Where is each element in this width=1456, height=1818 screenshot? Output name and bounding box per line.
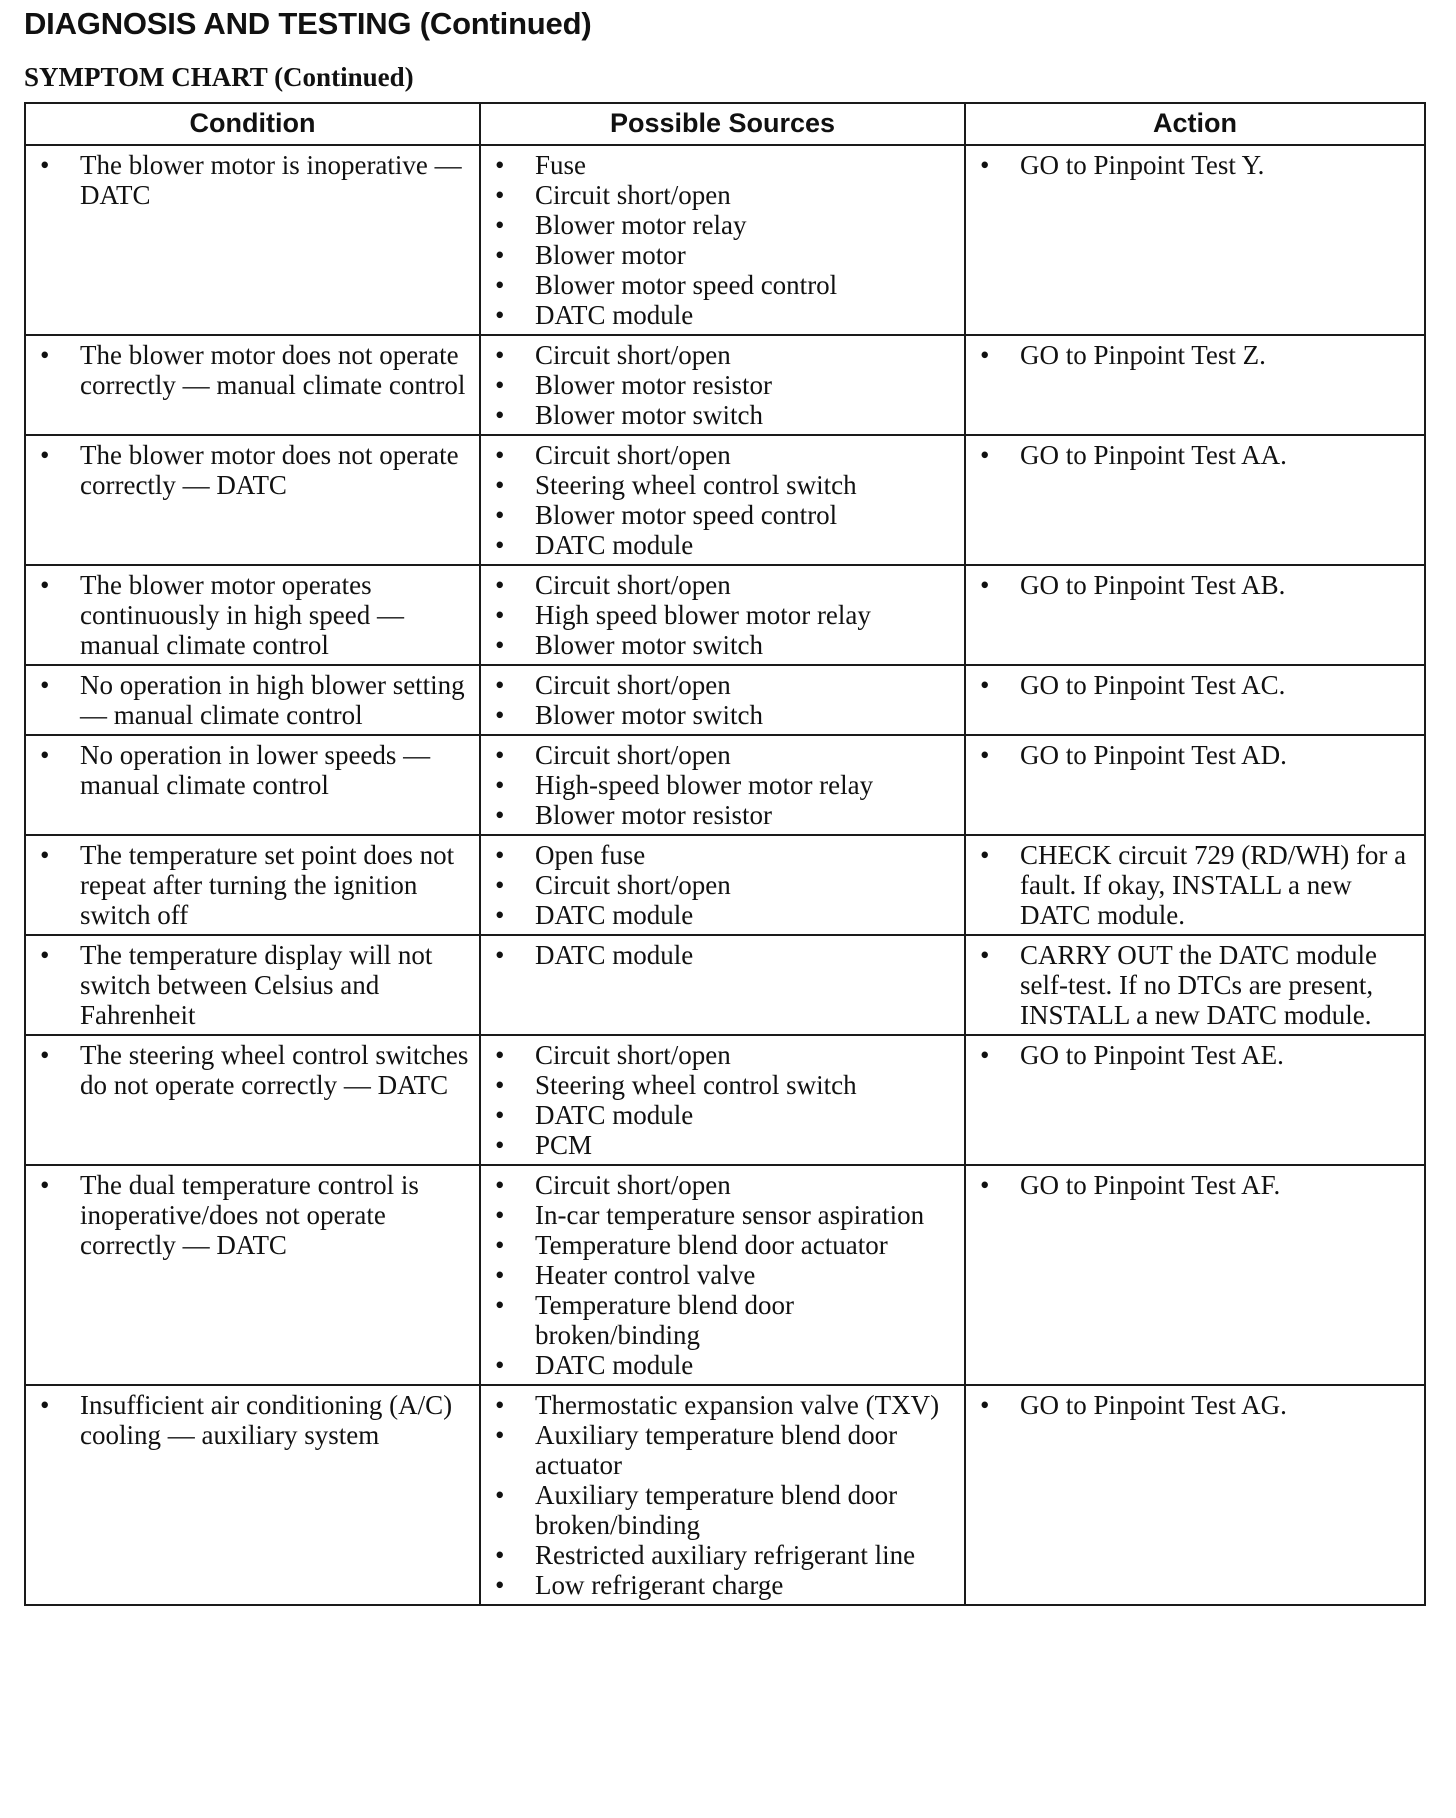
bullet-icon: •: [495, 1480, 505, 1510]
source-item-text: Open fuse: [535, 840, 646, 870]
source-item: [489, 210, 956, 240]
condition-item: [34, 840, 471, 930]
bullet-icon: •: [495, 1260, 505, 1290]
sources-cell: [480, 1385, 965, 1605]
bullet-icon: •: [495, 770, 505, 800]
action-item-text: GO to Pinpoint Test AB.: [1020, 570, 1286, 600]
source-item-text: Blower motor speed control: [535, 270, 838, 300]
sources-cell-list: [489, 670, 956, 730]
condition-cell-list: [34, 1040, 471, 1100]
table-row: [25, 145, 1425, 335]
table-row: [25, 565, 1425, 665]
bullet-icon: •: [40, 670, 50, 700]
action-item-text: GO to Pinpoint Test AA.: [1020, 440, 1287, 470]
source-item: [489, 1260, 956, 1290]
condition-item-text: The blower motor operates continuously in high speed — manual climate control: [80, 570, 404, 660]
bullet-icon: •: [495, 400, 505, 430]
bullet-icon: •: [495, 740, 505, 770]
source-item: [489, 1420, 956, 1480]
action-item: [974, 1390, 1416, 1420]
source-item-text: Blower motor resistor: [535, 800, 772, 830]
action-item-text: CHECK circuit 729 (RD/WH) for a fault. If okay, INSTALL a new DATC module.: [1020, 840, 1407, 930]
table-row: [25, 1385, 1425, 1605]
condition-cell-list: [34, 940, 471, 1030]
source-item: [489, 1350, 956, 1380]
bullet-icon: •: [495, 870, 505, 900]
bullet-icon: •: [40, 340, 50, 370]
action-cell: [965, 145, 1425, 335]
bullet-icon: •: [495, 630, 505, 660]
action-item: [974, 570, 1416, 600]
page-title: DIAGNOSIS AND TESTING (Continued): [24, 6, 592, 41]
source-item-text: Restricted auxiliary refrigerant line: [535, 1540, 916, 1570]
bullet-icon: •: [495, 180, 505, 210]
condition-cell: [25, 335, 480, 435]
condition-item-text: The blower motor does not operate correctly — DATC: [80, 440, 459, 500]
action-cell: [965, 435, 1425, 565]
source-item: [489, 370, 956, 400]
action-cell-list: [974, 440, 1416, 470]
source-item: [489, 1040, 956, 1070]
action-cell-list: [974, 940, 1416, 1030]
bullet-icon: •: [495, 340, 505, 370]
source-item-text: Circuit short/open: [535, 180, 731, 210]
bullet-icon: •: [495, 700, 505, 730]
condition-item: [34, 670, 471, 730]
source-item: [489, 500, 956, 530]
condition-cell-list: [34, 570, 471, 660]
source-item-text: Temperature blend door actuator: [535, 1230, 888, 1260]
source-item: [489, 600, 956, 630]
condition-item: [34, 1170, 471, 1260]
action-item-text: CARRY OUT the DATC module self-test. If no DTCs are present, INSTALL a new DATC module.: [1020, 940, 1378, 1030]
source-item-text: Steering wheel control switch: [535, 470, 857, 500]
condition-cell: [25, 835, 480, 935]
sources-cell: [480, 1165, 965, 1385]
action-item: [974, 150, 1416, 180]
bullet-icon: •: [495, 150, 505, 180]
condition-cell: [25, 665, 480, 735]
condition-item-text: The steering wheel control switches do not operate correctly — DATC: [80, 1040, 469, 1100]
bullet-icon: •: [495, 1230, 505, 1260]
chart-title: SYMPTOM CHART (Continued): [24, 62, 414, 92]
action-item-text: GO to Pinpoint Test Z.: [1020, 340, 1266, 370]
bullet-icon: •: [980, 440, 990, 470]
sources-cell-list: [489, 440, 956, 560]
bullet-icon: •: [495, 530, 505, 560]
bullet-icon: •: [495, 1420, 505, 1450]
bullet-icon: •: [980, 1390, 990, 1420]
source-item-text: Blower motor speed control: [535, 500, 838, 530]
sources-cell-list: [489, 150, 956, 330]
header-action: Action: [965, 103, 1425, 145]
source-item-text: Fuse: [535, 150, 587, 180]
condition-item: [34, 1390, 471, 1450]
source-item-text: Circuit short/open: [535, 1040, 731, 1070]
sources-cell: [480, 735, 965, 835]
bullet-icon: •: [495, 1100, 505, 1130]
condition-cell-list: [34, 670, 471, 730]
condition-cell-list: [34, 440, 471, 500]
bullet-icon: •: [495, 370, 505, 400]
source-item-text: Blower motor switch: [535, 400, 763, 430]
action-cell-list: [974, 1390, 1416, 1420]
bullet-icon: •: [495, 500, 505, 530]
action-cell: [965, 1165, 1425, 1385]
action-item-text: GO to Pinpoint Test AG.: [1020, 1390, 1287, 1420]
table-row: [25, 335, 1425, 435]
action-cell-list: [974, 670, 1416, 700]
condition-item-text: The dual temperature control is inoperative/does not operate correctly — DATC: [80, 1170, 419, 1260]
table-row: [25, 435, 1425, 565]
sources-cell-list: [489, 1390, 956, 1600]
source-item: [489, 1230, 956, 1260]
action-cell: [965, 335, 1425, 435]
action-cell: [965, 665, 1425, 735]
source-item-text: Heater control valve: [535, 1260, 756, 1290]
condition-cell: [25, 1165, 480, 1385]
bullet-icon: •: [495, 900, 505, 930]
bullet-icon: •: [495, 1040, 505, 1070]
bullet-icon: •: [495, 300, 505, 330]
action-item: [974, 740, 1416, 770]
source-item: [489, 1130, 956, 1160]
condition-cell: [25, 565, 480, 665]
condition-cell-list: [34, 740, 471, 800]
condition-item-text: The temperature display will not switch between Celsius and Fahrenheit: [80, 940, 433, 1030]
sources-cell-list: [489, 940, 956, 970]
action-cell-list: [974, 1040, 1416, 1070]
source-item-text: DATC module: [535, 1100, 694, 1130]
source-item: [489, 770, 956, 800]
action-item: [974, 1040, 1416, 1070]
source-item: [489, 470, 956, 500]
bullet-icon: •: [495, 1350, 505, 1380]
source-item: [489, 1100, 956, 1130]
source-item: [489, 870, 956, 900]
action-item-text: GO to Pinpoint Test AF.: [1020, 1170, 1281, 1200]
bullet-icon: •: [495, 600, 505, 630]
source-item-text: Circuit short/open: [535, 340, 731, 370]
action-item-text: GO to Pinpoint Test AD.: [1020, 740, 1287, 770]
bullet-icon: •: [495, 1290, 505, 1320]
condition-item: [34, 1040, 471, 1100]
source-item-text: Blower motor switch: [535, 700, 763, 730]
action-cell-list: [974, 570, 1416, 600]
source-item-text: Circuit short/open: [535, 570, 731, 600]
action-cell-list: [974, 740, 1416, 770]
condition-cell-list: [34, 840, 471, 930]
source-item-text: DATC module: [535, 900, 694, 930]
header-row: [25, 103, 1425, 145]
action-item-text: GO to Pinpoint Test Y.: [1020, 150, 1265, 180]
source-item: [489, 150, 956, 180]
bullet-icon: •: [40, 840, 50, 870]
source-item-text: Temperature blend door broken/binding: [535, 1290, 795, 1350]
symptom-chart-table: [24, 102, 1426, 1606]
condition-item-text: Insufficient air conditioning (A/C) cooling — auxiliary system: [80, 1390, 453, 1450]
action-item: [974, 940, 1416, 1030]
bullet-icon: •: [40, 940, 50, 970]
condition-item: [34, 740, 471, 800]
condition-cell-list: [34, 1170, 471, 1260]
source-item-text: DATC module: [535, 1350, 694, 1380]
action-item: [974, 340, 1416, 370]
sources-cell: [480, 835, 965, 935]
source-item-text: DATC module: [535, 530, 694, 560]
bullet-icon: •: [495, 1570, 505, 1600]
source-item-text: PCM: [535, 1130, 593, 1160]
bullet-icon: •: [495, 1170, 505, 1200]
action-item-text: GO to Pinpoint Test AC.: [1020, 670, 1286, 700]
source-item: [489, 1390, 956, 1420]
source-item-text: Circuit short/open: [535, 870, 731, 900]
source-item: [489, 670, 956, 700]
condition-item-text: No operation in high blower setting — manual climate control: [80, 670, 465, 730]
bullet-icon: •: [40, 1390, 50, 1420]
table-row: [25, 1165, 1425, 1385]
sources-cell: [480, 435, 965, 565]
bullet-icon: •: [495, 1390, 505, 1420]
bullet-icon: •: [495, 670, 505, 700]
bullet-icon: •: [980, 670, 990, 700]
sources-cell: [480, 565, 965, 665]
bullet-icon: •: [980, 940, 990, 970]
table-row: [25, 735, 1425, 835]
sources-cell-list: [489, 1040, 956, 1160]
source-item: [489, 940, 956, 970]
source-item-text: Circuit short/open: [535, 740, 731, 770]
condition-cell: [25, 145, 480, 335]
sources-cell: [480, 335, 965, 435]
source-item: [489, 1290, 956, 1350]
source-item: [489, 180, 956, 210]
condition-cell: [25, 1035, 480, 1165]
source-item-text: Circuit short/open: [535, 440, 731, 470]
bullet-icon: •: [495, 270, 505, 300]
condition-item: [34, 150, 471, 210]
source-item-text: Blower motor relay: [535, 210, 747, 240]
action-item: [974, 670, 1416, 700]
condition-item-text: The temperature set point does not repeat after turning the ignition switch off: [80, 840, 455, 930]
source-item: [489, 1480, 956, 1540]
condition-cell: [25, 435, 480, 565]
bullet-icon: •: [495, 1130, 505, 1160]
action-cell: [965, 1035, 1425, 1165]
source-item-text: Auxiliary temperature blend door broken/binding: [535, 1480, 898, 1540]
source-item: [489, 240, 956, 270]
action-cell-list: [974, 840, 1416, 930]
bullet-icon: •: [980, 740, 990, 770]
source-item-text: In-car temperature sensor aspiration: [535, 1200, 925, 1230]
action-cell: [965, 835, 1425, 935]
condition-item-text: The blower motor is inoperative — DATC: [80, 150, 462, 210]
table-row: [25, 665, 1425, 735]
sources-cell-list: [489, 840, 956, 930]
header-condition: Condition: [25, 103, 480, 145]
action-cell: [965, 565, 1425, 665]
source-item-text: Circuit short/open: [535, 670, 731, 700]
condition-cell: [25, 1385, 480, 1605]
source-item-text: Thermostatic expansion valve (TXV): [535, 1390, 940, 1420]
sources-cell-list: [489, 740, 956, 830]
condition-cell: [25, 735, 480, 835]
sources-cell-list: [489, 340, 956, 430]
source-item-text: Blower motor: [535, 240, 686, 270]
condition-item: [34, 440, 471, 500]
bullet-icon: •: [495, 1070, 505, 1100]
condition-cell: [25, 935, 480, 1035]
condition-item-text: The blower motor does not operate correctly — manual climate control: [80, 340, 466, 400]
source-item: [489, 1070, 956, 1100]
source-item-text: Steering wheel control switch: [535, 1070, 857, 1100]
source-item: [489, 800, 956, 830]
source-item-text: Circuit short/open: [535, 1170, 731, 1200]
action-item: [974, 840, 1416, 930]
source-item-text: Low refrigerant charge: [535, 1570, 784, 1600]
bullet-icon: •: [980, 150, 990, 180]
table-row: [25, 935, 1425, 1035]
source-item-text: Auxiliary temperature blend door actuator: [535, 1420, 898, 1480]
bullet-icon: •: [495, 570, 505, 600]
condition-item: [34, 570, 471, 660]
bullet-icon: •: [980, 340, 990, 370]
bullet-icon: •: [495, 1200, 505, 1230]
condition-item: [34, 940, 471, 1030]
bullet-icon: •: [495, 940, 505, 970]
source-item: [489, 340, 956, 370]
source-item: [489, 300, 956, 330]
bullet-icon: •: [980, 1170, 990, 1200]
source-item: [489, 840, 956, 870]
action-item: [974, 440, 1416, 470]
action-item: [974, 1170, 1416, 1200]
source-item: [489, 1570, 956, 1600]
source-item: [489, 740, 956, 770]
source-item: [489, 1200, 956, 1230]
bullet-icon: •: [40, 1040, 50, 1070]
source-item: [489, 900, 956, 930]
source-item-text: High-speed blower motor relay: [535, 770, 874, 800]
bullet-icon: •: [495, 800, 505, 830]
bullet-icon: •: [495, 470, 505, 500]
sources-cell-list: [489, 1170, 956, 1380]
bullet-icon: •: [980, 1040, 990, 1070]
bullet-icon: •: [40, 150, 50, 180]
bullet-icon: •: [980, 570, 990, 600]
sources-cell: [480, 1035, 965, 1165]
action-cell: [965, 735, 1425, 835]
sources-cell: [480, 935, 965, 1035]
source-item-text: High speed blower motor relay: [535, 600, 871, 630]
table-row: [25, 835, 1425, 935]
source-item: [489, 700, 956, 730]
source-item: [489, 440, 956, 470]
condition-item: [34, 340, 471, 400]
bullet-icon: •: [495, 210, 505, 240]
action-cell-list: [974, 340, 1416, 370]
source-item: [489, 630, 956, 660]
source-item: [489, 1540, 956, 1570]
action-cell: [965, 1385, 1425, 1605]
bullet-icon: •: [495, 240, 505, 270]
action-cell: [965, 935, 1425, 1035]
sources-cell: [480, 145, 965, 335]
action-cell-list: [974, 1170, 1416, 1200]
header-possible-sources: Possible Sources: [480, 103, 965, 145]
bullet-icon: •: [495, 1540, 505, 1570]
sources-cell: [480, 665, 965, 735]
bullet-icon: •: [40, 570, 50, 600]
condition-cell-list: [34, 1390, 471, 1450]
action-item-text: GO to Pinpoint Test AE.: [1020, 1040, 1284, 1070]
condition-cell-list: [34, 340, 471, 400]
bullet-icon: •: [980, 840, 990, 870]
bullet-icon: •: [40, 440, 50, 470]
source-item-text: Blower motor switch: [535, 630, 763, 660]
bullet-icon: •: [40, 1170, 50, 1200]
bullet-icon: •: [495, 840, 505, 870]
source-item-text: DATC module: [535, 940, 694, 970]
action-cell-list: [974, 150, 1416, 180]
sources-cell-list: [489, 570, 956, 660]
bullet-icon: •: [40, 740, 50, 770]
source-item-text: DATC module: [535, 300, 694, 330]
table-row: [25, 1035, 1425, 1165]
source-item: [489, 1170, 956, 1200]
source-item: [489, 530, 956, 560]
condition-cell-list: [34, 150, 471, 210]
table-body: [25, 145, 1425, 1605]
source-item: [489, 270, 956, 300]
condition-item-text: No operation in lower speeds — manual climate control: [80, 740, 431, 800]
bullet-icon: •: [495, 440, 505, 470]
source-item: [489, 400, 956, 430]
source-item-text: Blower motor resistor: [535, 370, 772, 400]
source-item: [489, 570, 956, 600]
